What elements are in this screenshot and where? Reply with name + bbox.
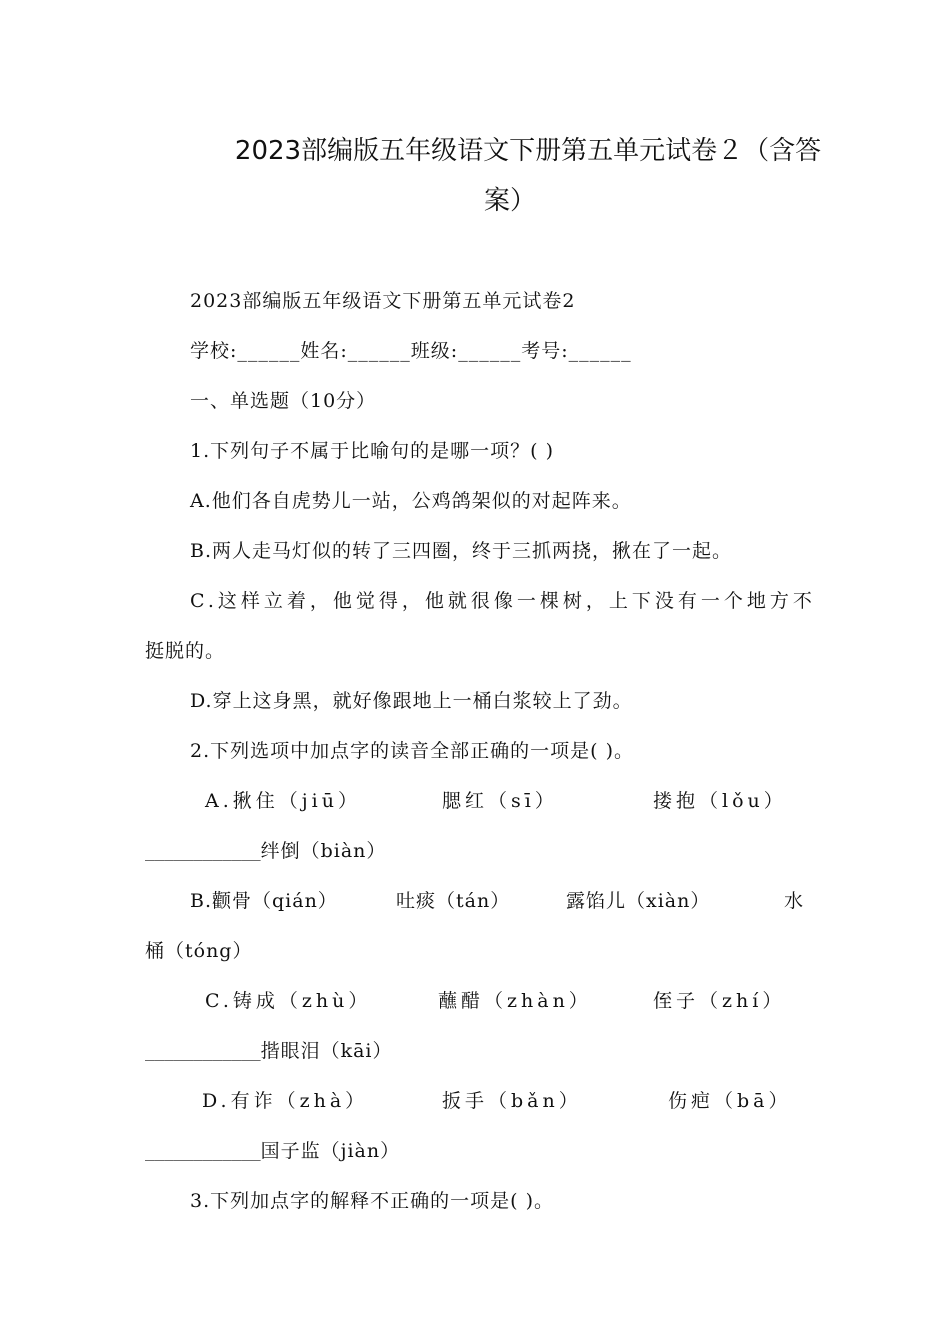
question-1-option-c-line-2: 挺脱的。 bbox=[145, 640, 226, 662]
question-2-option-c-item-4: 揩眼泪（kāi） bbox=[260, 1040, 393, 1062]
answer-blank: ____________ bbox=[145, 1142, 261, 1161]
question-2-option-b-item-2: 吐痰（tán） bbox=[396, 890, 511, 912]
question-2-option-a-item-1: A.揪住（jiū） bbox=[205, 790, 361, 812]
question-2-option-a-item-4: 绊倒（biàn） bbox=[260, 840, 387, 862]
question-1-option-a: A.他们各自虎势儿一站，公鸡鸽架似的对起阵来。 bbox=[190, 490, 632, 512]
answer-blank: ____________ bbox=[145, 842, 261, 861]
question-2-option-c-line-2 bbox=[145, 1039, 393, 1064]
question-2-option-c-item-1: C.铸成（zhù） bbox=[205, 990, 372, 1012]
question-2-option-d-line-2 bbox=[145, 1139, 400, 1164]
question-2-option-d-item-1: D.有诈（zhà） bbox=[202, 1090, 369, 1112]
section-heading-single-choice: 一、单选题（10分） bbox=[190, 390, 377, 412]
question-2-option-c-item-2: 蘸醋（zhàn） bbox=[438, 990, 592, 1012]
question-1-option-b: B.两人走马灯似的转了三四圈，终于三抓两挠，揪在了一起。 bbox=[190, 540, 733, 562]
question-2-stem: 2.下列选项中加点字的读音全部正确的一项是( )。 bbox=[190, 740, 634, 762]
question-2-option-b-item-1: B.颧骨（qián） bbox=[190, 890, 338, 912]
question-2-option-d-item-4: 国子监（jiàn） bbox=[260, 1140, 401, 1162]
question-2-option-d-item-2: 扳手（bǎn） bbox=[442, 1090, 582, 1112]
question-2-option-d-item-3: 伤疤（bā） bbox=[668, 1090, 792, 1112]
question-2-option-b-line-2: 桶（tóng） bbox=[145, 940, 253, 962]
answer-blank: ____________ bbox=[145, 1042, 261, 1061]
document-title-line-2: 案） bbox=[483, 186, 536, 216]
question-2-option-b-item-3: 露馅儿（xiàn） bbox=[566, 890, 711, 912]
question-2-option-c-item-3: 侄子（zhí） bbox=[653, 990, 786, 1012]
question-1-option-d: D.穿上这身黑，就好像跟地上一桶白浆较上了劲。 bbox=[190, 690, 633, 712]
question-2-option-a-line-2 bbox=[145, 839, 386, 864]
question-2-option-a-item-3: 搂抱（lǒu） bbox=[653, 790, 787, 812]
document-subtitle: 2023部编版五年级语文下册第五单元试卷2 bbox=[190, 290, 576, 312]
question-1-option-c-line-1: C.这样立着，他觉得，他就很像一棵树，上下没有一个地方不 bbox=[190, 590, 816, 612]
question-2-option-a-item-2: 腮红（sī） bbox=[442, 790, 558, 812]
student-info-line: 学校:______姓名:______班级:______考号:______ bbox=[190, 340, 632, 362]
document-title-line-1: 2023部编版五年级语文下册第五单元试卷２（含答 bbox=[234, 136, 822, 166]
question-3-stem: 3.下列加点字的解释不正确的一项是( )。 bbox=[190, 1190, 554, 1212]
question-2-option-b-item-4-part-1: 水 bbox=[784, 890, 805, 912]
question-1-stem: 1.下列句子不属于比喻句的是哪一项？( ) bbox=[190, 440, 554, 462]
